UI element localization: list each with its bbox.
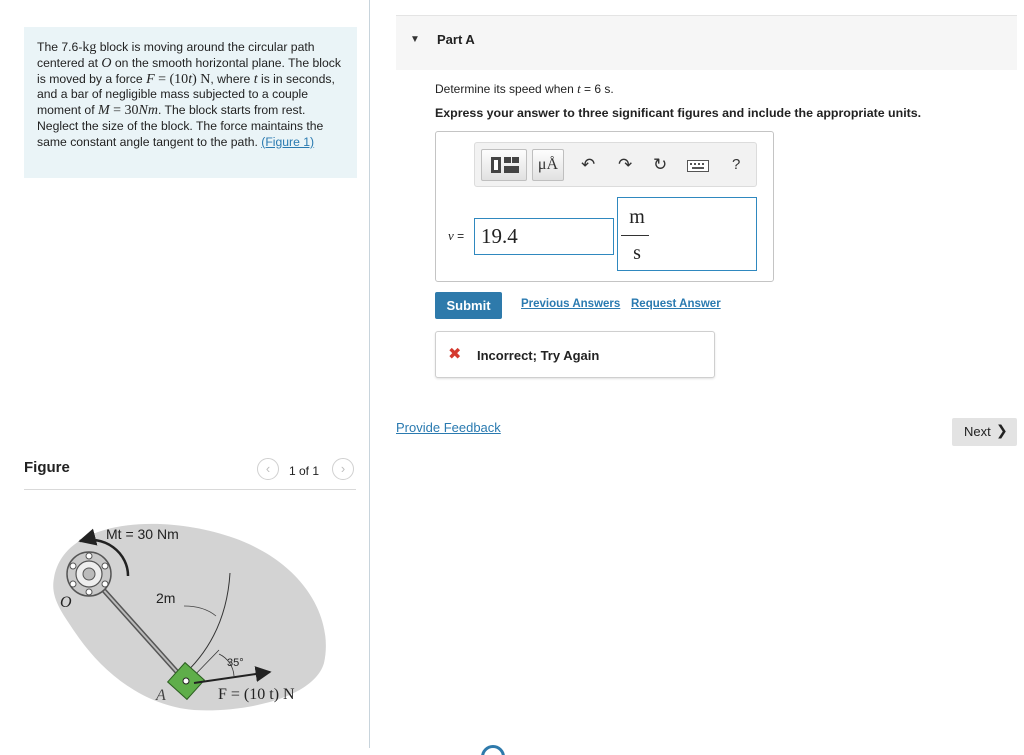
units-button[interactable] xyxy=(532,149,564,181)
question-post: = 6 s. xyxy=(580,82,614,96)
point-A-label: A xyxy=(156,687,166,704)
figure-title: Figure xyxy=(24,459,70,476)
variable-label xyxy=(448,228,464,244)
chevron-right-icon: ❯ xyxy=(996,422,1008,438)
moment-label: Mt = 30 Nm xyxy=(106,526,179,542)
symbol-t: t xyxy=(188,71,193,87)
problem-text: The 7.6- xyxy=(37,40,83,54)
pivot-gear xyxy=(67,552,111,596)
request-answer-link[interactable]: Request Answer xyxy=(631,298,721,310)
unit-Nm: Nm xyxy=(138,103,158,119)
var-equals: = xyxy=(453,229,465,243)
feedback-text: Incorrect; Try Again xyxy=(477,348,600,363)
templates-button[interactable] xyxy=(481,149,527,181)
provide-feedback-link[interactable]: Provide Feedback xyxy=(396,420,501,435)
part-title: Part A xyxy=(437,32,475,47)
unit-denominator: s xyxy=(633,242,641,264)
units-button-label: μÅ xyxy=(537,156,559,173)
answer-instruction: Express your answer to three significant figures and include the appropriate units. xyxy=(435,106,922,120)
problem-text: block is moving around the circular path centered at xyxy=(37,40,315,70)
point-O-label: O xyxy=(60,594,72,611)
next-label: Next xyxy=(964,424,991,439)
value-input[interactable]: 19.4 xyxy=(474,218,614,255)
redo-icon[interactable]: ↷ xyxy=(618,155,633,174)
panel-divider xyxy=(369,0,370,748)
symbol-O: O xyxy=(101,55,112,71)
units-input[interactable] xyxy=(617,197,757,271)
variable-v: v xyxy=(448,228,454,243)
figure-next-button[interactable] xyxy=(332,458,354,480)
math-toolbar xyxy=(474,142,757,187)
angle-label: 35° xyxy=(227,657,244,669)
templates-icon xyxy=(482,150,528,180)
answer-box xyxy=(435,131,774,282)
figure-link[interactable]: (Figure 1) xyxy=(261,134,315,149)
help-button[interactable]: ? xyxy=(732,156,741,173)
figure-prev-button[interactable] xyxy=(257,458,279,480)
chevron-left-icon: ‹ xyxy=(265,461,271,476)
unit-numerator: m xyxy=(629,206,645,228)
problem-text: . The block starts from rest. Neglect the size of the block. The force maintains the same constant angle tangent to the path. xyxy=(37,103,324,149)
x-mark-icon: ✖ xyxy=(448,346,462,363)
undo-icon[interactable]: ↶ xyxy=(581,155,596,174)
problem-statement xyxy=(24,27,357,178)
problem-text: , where xyxy=(210,71,254,86)
part-a-header[interactable] xyxy=(396,15,1017,70)
previous-answers-link[interactable]: Previous Answers xyxy=(521,298,621,310)
force-label: F = (10 t) N xyxy=(218,686,295,703)
equation-part: = (10 xyxy=(154,71,189,87)
caret-down-icon[interactable]: ▼ xyxy=(410,34,420,45)
next-button[interactable] xyxy=(952,418,1017,446)
equation-part: = 30 xyxy=(109,103,139,119)
problem-text: is in seconds, and a bar of negligible mass subjected to a couple moment of xyxy=(37,71,335,118)
figure-header xyxy=(24,456,356,490)
fraction-bar xyxy=(621,235,649,236)
symbol-F: F xyxy=(146,71,155,87)
unit-kg: kg xyxy=(82,40,97,55)
length-label: 2m xyxy=(156,590,176,606)
question-text xyxy=(435,81,614,97)
symbol-t: t xyxy=(253,71,258,87)
symbol-t: t xyxy=(577,81,581,96)
scroll-indicator[interactable] xyxy=(481,745,505,755)
submit-button[interactable]: Submit xyxy=(435,292,502,319)
equation-part: ) N xyxy=(192,71,211,87)
figure-pager: 1 of 1 xyxy=(289,464,320,478)
question-pre: Determine its speed when xyxy=(435,82,578,96)
feedback-box xyxy=(435,331,715,378)
keyboard-icon[interactable] xyxy=(687,159,709,177)
reset-icon[interactable]: ↻ xyxy=(653,155,668,174)
problem-text: on the smooth horizontal plane. The block is moved by a force xyxy=(37,55,341,86)
figure-diagram xyxy=(44,498,344,718)
chevron-right-icon: › xyxy=(340,461,346,476)
symbol-M: M xyxy=(97,103,110,119)
